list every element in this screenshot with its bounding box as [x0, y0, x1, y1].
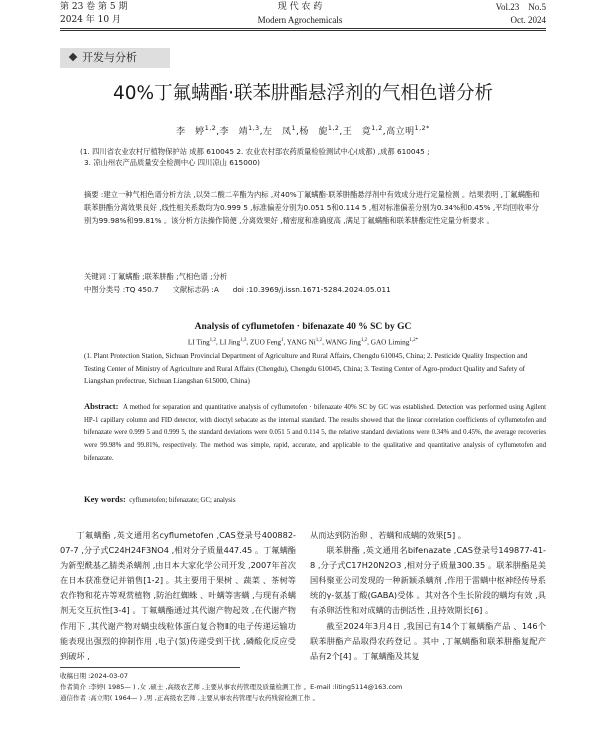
- abstract-cn-text: 建立一种气相色谱分析方法 ,以癸二酸二辛酯为内标 ,对40%丁氟螨酯·联苯肼酯悬浮剂中有效成分进行定量检测 。结果表明 ,丁氟螨酯和联苯肼酯分离效果良好 ,线性相关系数均为0.999 5 ,标准偏差分别为0.051 5和0.114 5 ,相对标准偏差分别为0.34%和0.45% ,平均回收率分别为99.98%和99.81% 。该分析方法操作简便 ,分离效果好 ,精密度和准确度高 ,满足丁氟螨酯和联苯肼酯定性定量分析要求 。: [84, 190, 540, 226]
- classification-cn: 中图分类号 :TQ 450.7 文献标志码 :A doi :10.3969/j.issn.1671-5284.2024.05.011: [84, 285, 391, 294]
- authors-cn: 李 婷$^{1,2}$,李 靖$^{1,3}$,左 凤$^1$,杨 旎$^{1,2}$,王 竟$^{1,2}$,高立明$^{1,2*}$: [176, 125, 430, 137]
- keywords-en: [84, 494, 546, 504]
- keywords-en-text: cyflumetofen; bifenazate; GC; analysis: [129, 497, 236, 504]
- abstract-en-text: A method for separation and quantitative analysis of cyflumetofen · bifenazate 40% SC by GC was established. Detection was performed using Agilent HP-1 capillary column and FID detector, with dioctyl sebacate as the internal standard. The results showed that the linear correlation coefficients of cyflumetofen and bifenazate were 0.999 5 and 0.999 5, the standard deviations were 0.051 5 and 0.114 5, the relative standard deviations were 0.34% and 0.45%, the average recoveries were 99.98% and 99.81%, respectively. The method was simple, rapid, accurate, and applicable to the qualitative and quantitative analysis of cyflumetofen and bifenazate.: [84, 404, 546, 462]
- affiliation-cn-line: (1. 四川省农业农村厅植物保护站 成都 610045 2. 农业农村部农药质量检验测试中心(成都) ,成都 610045 ;: [80, 147, 430, 156]
- abstract-en: [84, 400, 546, 466]
- date-cn: 2024 年 10 月: [60, 15, 121, 25]
- title-en: Analysis of cyflumetofen · bifenazate 40 % SC by GC: [194, 322, 412, 332]
- footnote: [60, 671, 546, 704]
- header-rule-2: [60, 30, 546, 31]
- body-paragraph: 丁氟螨酯 ,英文通用名cyflumetofen ,CAS登录号400882-07-7 ,分子式C24H24F3NO4 ,相对分子质量447.45 。丁氟螨酯为新型酰基乙腈类杀螨剂 ,由日本大家化学公司开发 ,2007年首次在日本获准登记并销售[1-2] 。其主要用于果树 、蔬菜 、茶树等农作物和花卉等观赏植物 ,防治红蜘蛛 、叶螨等害螨 ,与现有杀螨剂无交互抗性[3-4] 。丁氟螨酯通过其代谢产物起效 ,在代谢产物作用下 ,其代谢产物对螨虫线粒体蛋白复合物Ⅱ的电子传递运输功能表现出强烈的抑制作用 ,电子(氢)传递受到干扰 ,磷酸化反应受到破坏 ,: [60, 530, 296, 661]
- volume-cn: 第 23 卷 第 5 期: [60, 2, 128, 12]
- section-label: 开发与分析: [82, 51, 137, 64]
- abstract-cn-label: 摘要 :: [84, 190, 104, 199]
- keywords-cn-text: 丁氟螨酯 ;联苯肼酯 ;气相色谱 ;分析: [110, 272, 228, 281]
- keywords-cn-label: 关键词 :: [84, 272, 111, 281]
- body-column-1: [60, 528, 296, 664]
- footnote-corresponding: 通信作者 :高立明( 1964— ) ,男 ,正高级农艺师 ,主要从事农药管理与农药残留检测工作 。: [60, 694, 319, 702]
- header-rule: [60, 28, 546, 29]
- abstract-cn: [84, 188, 546, 228]
- keywords-en-label: Key words:: [84, 494, 126, 504]
- authors-en: LI Ting$^{1,2}$, LI Jing$^{1,3}$, ZUO Feng$^1$, YANG Ni$^{1,2}$, WANG Jing$^{1,2}$, GAO Liming$^{1,2*}$: [187, 338, 419, 347]
- body-paragraph: 截至2024年3月4日 ,我国已有14个丁氟螨酯产品 、146个联苯肼酯产品取得农药登记 。其中 ,丁氟螨酯和联苯肼酯复配产品有2个[4] 。丁氟螨酯及其复: [310, 620, 546, 661]
- affiliation-cn: [80, 146, 546, 168]
- date-en: Oct. 2024: [510, 15, 546, 25]
- affiliation-en: (1. Plant Protection Station, Sichuan Provincial Department of Agriculture and Rural Affairs, Chengdu 610045, China; 2. Pesticide Quality Inspection and Testing Center of Ministry of Agriculture and Rural Affairs (Chengdu), Chengdu 610045, China; 3. Testing Center of Agro-product Quality and Safety of Liangshan prefectrue, Sichuan Liangshan 615000, China): [84, 352, 528, 385]
- footnote-rule: [60, 667, 240, 668]
- journal-en: Modern Agrochemicals: [257, 15, 343, 25]
- body-paragraph: 从而达到防治卵 、若螨和成螨的效果[5] 。: [310, 530, 466, 540]
- title-cn: 40%丁氟螨酯·联苯肼酯悬浮剂的气相色谱分析: [112, 83, 493, 104]
- affiliation-cn-line: 3. 凉山州农产品质量安全检测中心 四川凉山 615000): [84, 158, 260, 167]
- journal-cn: 现 代 农 药: [277, 2, 323, 12]
- footnote-author: 作者简介 :李婷( 1985— ) ,女 ,硕士 ,高级农艺师 ,主要从事农药管理及质量检测工作 。E-mail :liting5114@163.com: [60, 683, 403, 691]
- keywords-cn: [84, 270, 546, 296]
- volume-en: Vol.23 No.5: [495, 2, 546, 12]
- section-tag: [60, 48, 170, 68]
- body-column-2: [310, 528, 546, 664]
- abstract-en-label: Abstract:: [84, 401, 119, 411]
- footnote-received: 收稿日期 :2024-03-07: [60, 672, 129, 680]
- diamond-icon: [69, 53, 77, 61]
- body-paragraph: 联苯肼酯 ,英文通用名bifenazate ,CAS登录号149877-41-8 ,分子式C17H20N2O3 ,相对分子质量300.35 。联苯肼酯是美国科聚亚公司发现的一种新颖杀螨剂 ,作用于雷螨中枢神经传导系统的γ-氨基丁酸(GABA)受体 。其对各个生长阶段的螨均有效 ,具有杀卵活性和对成螨的击倒活性 ,且持效期长[6] 。: [310, 545, 546, 616]
